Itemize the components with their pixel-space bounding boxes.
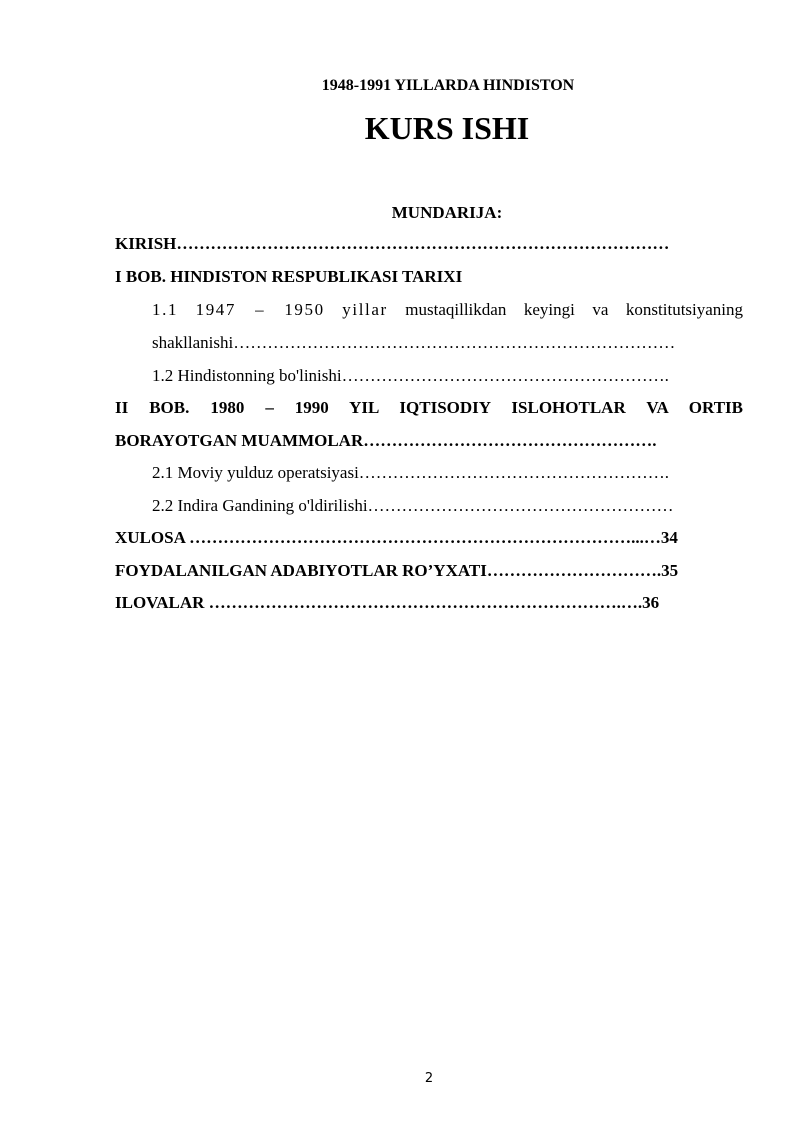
section-word: yillar — [342, 300, 388, 319]
document-title: KURS ISHI — [364, 110, 530, 146]
toc-section-1-1 — [152, 300, 743, 320]
section-title-rest: mustaqillikdan keyingi va konstitutsiyaning — [405, 300, 744, 319]
toc-item-ilovalar: ILOVALAR ……………………………………………………………….….36 — [115, 593, 660, 612]
toc-section-1-1-continued: shakllanishi…………………………………………………………………… — [152, 333, 676, 352]
section-years: 1947 – 1950 — [195, 300, 325, 319]
document-subtitle: 1948-1991 YILLARDA HINDISTON — [321, 77, 575, 94]
toc-item-adabiyotlar: FOYDALANILGAN ADABIYOTLAR RO’YXATI………………………….35 — [115, 561, 679, 580]
toc-section-2-1: 2.1 Moviy yulduz operatsiyasi………………………………………………. — [152, 463, 670, 482]
toc-chapter-2-continued: BORAYOTGAN MUAMMOLAR……………………………………………. — [115, 431, 657, 450]
toc-chapter-1: I BOB. HINDISTON RESPUBLIKASI TARIXI — [115, 267, 463, 286]
toc-heading: MUNDARIJA: — [391, 203, 503, 222]
toc-item-xulosa: XULOSA ……………………………………………………………………...…34 — [115, 528, 678, 547]
toc-section-2-2: 2.2 Indira Gandining o'ldirilishi……………………………………………… — [152, 496, 674, 515]
toc-section-1-2: 1.2 Hindistonning bo'linishi…………………………………………………. — [152, 366, 669, 385]
toc-item-kirish: KIRISH…………………………………………………………………………… — [115, 234, 670, 253]
section-number: 1.1 — [152, 300, 179, 319]
page-number: 2 — [424, 1071, 434, 1086]
toc-chapter-2: II BOB. 1980 – 1990 YIL IQTISODIY ISLOHOTLAR VA ORTIB — [115, 398, 743, 417]
